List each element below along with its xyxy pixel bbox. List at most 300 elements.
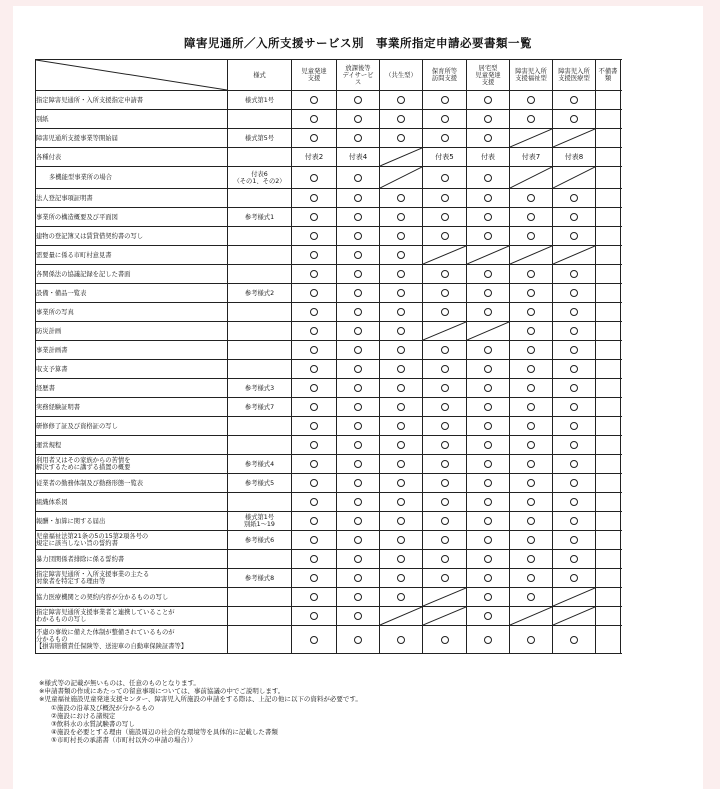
circle-icon (354, 636, 362, 644)
required-mark (337, 417, 380, 436)
table-row (36, 284, 621, 303)
header-service-6: 障害児入所 支援福祉型 (510, 60, 553, 91)
required-mark (292, 493, 337, 512)
required-mark (337, 626, 380, 654)
form-number: 様式第5号 (228, 129, 292, 148)
required-mark (467, 265, 510, 284)
required-mark (337, 284, 380, 303)
table-row (36, 626, 621, 654)
circle-icon (310, 270, 318, 278)
diagonal-line (467, 322, 509, 340)
circle-icon (354, 555, 362, 563)
documents-table (35, 59, 621, 654)
required-mark (510, 303, 553, 322)
circle-icon (570, 517, 578, 525)
diagonal-line (380, 148, 422, 166)
required-mark (380, 626, 423, 654)
circle-icon (441, 460, 449, 468)
required-mark (380, 474, 423, 493)
subnote-line: ④施設を必要とする理由（施設周辺の社会的な環境等を具体的に記載した書類 (51, 728, 278, 737)
circle-icon (484, 194, 492, 202)
circle-icon (570, 460, 578, 468)
missing-cell (596, 607, 621, 626)
required-mark (380, 341, 423, 360)
required-mark (423, 303, 467, 322)
circle-icon (570, 232, 578, 240)
required-mark (553, 379, 596, 398)
required-mark (292, 265, 337, 284)
required-mark (553, 284, 596, 303)
circle-icon (441, 384, 449, 392)
circle-icon (310, 384, 318, 392)
required-mark (467, 493, 510, 512)
required-mark (292, 455, 337, 474)
circle-icon (354, 327, 362, 335)
not-applicable-cell (553, 588, 596, 607)
circle-icon (527, 422, 535, 430)
not-applicable-cell (423, 607, 467, 626)
required-mark (337, 474, 380, 493)
document-name: 指定障害児通所・入所支援指定申請書 (36, 91, 228, 110)
document-name: 児童福祉法第21条の5の15第2項各号の 規定に該当しない旨の誓約書 (36, 531, 228, 550)
table-row (36, 227, 621, 246)
missing-cell (596, 265, 621, 284)
form-number (228, 303, 292, 322)
required-mark (510, 265, 553, 284)
circle-icon (527, 403, 535, 411)
circle-icon (441, 308, 449, 316)
header-row (36, 60, 621, 91)
required-mark (510, 91, 553, 110)
document-name: 利用者又はその家族からの苦情を 解決するために講ずる措置の概要 (36, 455, 228, 474)
circle-icon (354, 403, 362, 411)
required-mark (467, 626, 510, 654)
attachment-label: 付表2 (292, 148, 337, 167)
not-applicable-cell (380, 167, 423, 189)
document-name: 暴力団関係者排除に係る誓約書 (36, 550, 228, 569)
form-number (228, 493, 292, 512)
required-mark (337, 588, 380, 607)
required-mark (292, 91, 337, 110)
diagonal-line (553, 246, 595, 264)
required-mark (337, 91, 380, 110)
circle-icon (397, 270, 405, 278)
table-row (36, 189, 621, 208)
circle-icon (484, 384, 492, 392)
circle-icon (354, 384, 362, 392)
circle-icon (570, 346, 578, 354)
circle-icon (397, 479, 405, 487)
not-applicable-cell (553, 607, 596, 626)
circle-icon (310, 422, 318, 430)
circle-icon (484, 612, 492, 620)
circle-icon (570, 115, 578, 123)
missing-cell (596, 110, 621, 129)
required-mark (337, 265, 380, 284)
circle-icon (310, 213, 318, 221)
required-mark (467, 398, 510, 417)
circle-icon (441, 270, 449, 278)
circle-icon (310, 498, 318, 506)
circle-icon (527, 115, 535, 123)
circle-icon (484, 517, 492, 525)
required-mark (292, 360, 337, 379)
required-mark (337, 167, 380, 189)
required-mark (510, 588, 553, 607)
not-applicable-cell (380, 148, 423, 167)
required-mark (467, 341, 510, 360)
circle-icon (441, 636, 449, 644)
missing-cell (596, 322, 621, 341)
circle-icon (397, 327, 405, 335)
required-mark (510, 189, 553, 208)
required-mark (553, 303, 596, 322)
attachment-label: 付表 (467, 148, 510, 167)
not-applicable-cell (467, 322, 510, 341)
required-mark (467, 607, 510, 626)
circle-icon (354, 134, 362, 142)
circle-icon (527, 574, 535, 582)
missing-cell (596, 303, 621, 322)
table-row (36, 531, 621, 550)
circle-icon (397, 365, 405, 373)
circle-icon (310, 365, 318, 373)
table-row (36, 550, 621, 569)
header-service-3: （共生型） (380, 60, 423, 91)
document-name: 各種付表 (36, 148, 228, 167)
circle-icon (310, 441, 318, 449)
table-row (36, 303, 621, 322)
required-mark (380, 436, 423, 455)
form-number: 参考様式8 (228, 569, 292, 588)
table-row (36, 265, 621, 284)
circle-icon (570, 422, 578, 430)
required-mark (380, 398, 423, 417)
required-mark (553, 110, 596, 129)
circle-icon (527, 308, 535, 316)
circle-icon (527, 96, 535, 104)
document-name: 指定障害児通所・入所支援事業の主たる 対象者を特定する理由等 (36, 569, 228, 588)
document-name: 事業所の写真 (36, 303, 228, 322)
form-number: 参考様式7 (228, 398, 292, 417)
required-mark (292, 284, 337, 303)
required-mark (423, 208, 467, 227)
form-number (228, 227, 292, 246)
required-mark (292, 607, 337, 626)
required-mark (510, 284, 553, 303)
circle-icon (397, 96, 405, 104)
required-mark (380, 91, 423, 110)
table-row (36, 493, 621, 512)
circle-icon (570, 403, 578, 411)
circle-icon (527, 194, 535, 202)
circle-icon (527, 498, 535, 506)
circle-icon (484, 555, 492, 563)
required-mark (292, 512, 337, 531)
document-name: 報酬・加算に関する届出 (36, 512, 228, 531)
form-number: 様式第1号 別紙1～19 (228, 512, 292, 531)
circle-icon (441, 498, 449, 506)
circle-icon (397, 422, 405, 430)
required-mark (467, 208, 510, 227)
circle-icon (484, 346, 492, 354)
form-number: 参考様式2 (228, 284, 292, 303)
table-row (36, 417, 621, 436)
table-row (36, 167, 621, 189)
circle-icon (397, 517, 405, 525)
circle-icon (397, 115, 405, 123)
required-mark (510, 379, 553, 398)
header-diagonal-cell (36, 60, 228, 91)
circle-icon (310, 403, 318, 411)
required-mark (553, 417, 596, 436)
required-mark (510, 512, 553, 531)
required-mark (423, 110, 467, 129)
required-mark (292, 626, 337, 654)
required-mark (467, 284, 510, 303)
document-name: 多機能型事業所の場合 (36, 167, 228, 189)
table-row (36, 148, 621, 167)
circle-icon (310, 612, 318, 620)
diagonal-line (467, 246, 509, 264)
circle-icon (570, 384, 578, 392)
table-row (36, 110, 621, 129)
circle-icon (441, 174, 449, 182)
required-mark (380, 379, 423, 398)
form-number: 参考様式3 (228, 379, 292, 398)
required-mark (423, 436, 467, 455)
circle-icon (397, 308, 405, 316)
diagonal-line (510, 607, 552, 625)
table-body (36, 91, 621, 654)
required-mark (423, 626, 467, 654)
required-mark (337, 436, 380, 455)
circle-icon (484, 593, 492, 601)
required-mark (467, 474, 510, 493)
required-mark (467, 91, 510, 110)
required-mark (553, 493, 596, 512)
required-mark (380, 265, 423, 284)
table-row (36, 91, 621, 110)
header-missing: 不備書類 (596, 60, 621, 91)
required-mark (423, 227, 467, 246)
form-number: 参考様式5 (228, 474, 292, 493)
required-mark (510, 398, 553, 417)
circle-icon (441, 346, 449, 354)
required-mark (553, 91, 596, 110)
required-mark (423, 512, 467, 531)
attachment-label: 付表5 (423, 148, 467, 167)
missing-cell (596, 569, 621, 588)
document-name: 事業計画書 (36, 341, 228, 360)
missing-cell (596, 493, 621, 512)
circle-icon (354, 346, 362, 354)
required-mark (553, 550, 596, 569)
circle-icon (527, 384, 535, 392)
missing-cell (596, 417, 621, 436)
circle-icon (484, 174, 492, 182)
required-mark (337, 341, 380, 360)
required-mark (467, 588, 510, 607)
required-mark (380, 417, 423, 436)
circle-icon (441, 232, 449, 240)
document-name: 事業所の構造概要及び平面図 (36, 208, 228, 227)
circle-icon (484, 441, 492, 449)
required-mark (467, 569, 510, 588)
diagonal-line (380, 607, 422, 625)
required-mark (292, 531, 337, 550)
required-mark (553, 189, 596, 208)
circle-icon (310, 574, 318, 582)
required-mark (337, 110, 380, 129)
required-mark (553, 531, 596, 550)
required-mark (380, 493, 423, 512)
required-mark (553, 512, 596, 531)
required-mark (423, 129, 467, 148)
circle-icon (354, 479, 362, 487)
circle-icon (354, 422, 362, 430)
required-mark (337, 322, 380, 341)
form-number (228, 341, 292, 360)
required-mark (337, 303, 380, 322)
circle-icon (570, 289, 578, 297)
required-mark (380, 110, 423, 129)
circle-icon (310, 636, 318, 644)
circle-icon (310, 536, 318, 544)
required-mark (292, 110, 337, 129)
required-mark (337, 569, 380, 588)
required-mark (510, 531, 553, 550)
diagonal-line (36, 60, 227, 90)
circle-icon (527, 270, 535, 278)
circle-icon (354, 232, 362, 240)
note-line: ※様式等の記載が無いものは、任意のものとなります。 (39, 679, 200, 687)
document-name: 不慮の事故に備えた体制が整備されているものが 分かるもの 【損害賠償責任保険等、送迎車の自動車保険証書等】 (36, 626, 228, 654)
circle-icon (570, 308, 578, 316)
required-mark (553, 436, 596, 455)
form-number (228, 626, 292, 654)
attachment-label: 付表7 (510, 148, 553, 167)
form-number: 参考様式6 (228, 531, 292, 550)
not-applicable-cell (553, 167, 596, 189)
circle-icon (310, 555, 318, 563)
not-applicable-cell (467, 246, 510, 265)
required-mark (510, 455, 553, 474)
required-mark (553, 265, 596, 284)
missing-cell (596, 246, 621, 265)
missing-cell (596, 91, 621, 110)
circle-icon (397, 289, 405, 297)
form-number (228, 550, 292, 569)
required-mark (553, 341, 596, 360)
circle-icon (484, 498, 492, 506)
not-applicable-cell (510, 167, 553, 189)
circle-icon (570, 555, 578, 563)
circle-icon (570, 574, 578, 582)
circle-icon (397, 636, 405, 644)
document-name: 実務経験証明書 (36, 398, 228, 417)
circle-icon (441, 536, 449, 544)
document-name: 設備・備品一覧表 (36, 284, 228, 303)
required-mark (292, 322, 337, 341)
circle-icon (354, 251, 362, 259)
required-mark (292, 550, 337, 569)
required-mark (337, 531, 380, 550)
circle-icon (484, 289, 492, 297)
circle-icon (484, 536, 492, 544)
circle-icon (441, 96, 449, 104)
required-mark (380, 550, 423, 569)
table-row (36, 208, 621, 227)
missing-cell (596, 208, 621, 227)
required-mark (292, 417, 337, 436)
required-mark (467, 227, 510, 246)
missing-cell (596, 531, 621, 550)
form-number: 参考様式1 (228, 208, 292, 227)
required-mark (423, 398, 467, 417)
circle-icon (354, 593, 362, 601)
subnote-line: ①施設の沿革及び概況が分かるもの (51, 703, 155, 712)
required-mark (553, 227, 596, 246)
circle-icon (397, 574, 405, 582)
required-mark (553, 455, 596, 474)
required-mark (292, 208, 337, 227)
missing-cell (596, 455, 621, 474)
circle-icon (484, 232, 492, 240)
required-mark (292, 189, 337, 208)
circle-icon (570, 441, 578, 449)
circle-icon (441, 365, 449, 373)
circle-icon (441, 422, 449, 430)
circle-icon (397, 555, 405, 563)
circle-icon (354, 441, 362, 449)
required-mark (292, 167, 337, 189)
required-mark (510, 110, 553, 129)
required-mark (380, 569, 423, 588)
required-mark (510, 322, 553, 341)
form-number (228, 189, 292, 208)
required-mark (510, 474, 553, 493)
missing-cell (596, 341, 621, 360)
document-name: 防災計画 (36, 322, 228, 341)
required-mark (292, 588, 337, 607)
form-number: 参考様式4 (228, 455, 292, 474)
circle-icon (441, 115, 449, 123)
not-applicable-cell (423, 246, 467, 265)
diagonal-line (553, 588, 595, 606)
document-name: 協力医療機関との契約内容が分かるものの写し (36, 588, 228, 607)
circle-icon (441, 134, 449, 142)
subnote-line: ③飲料水の水質試験書の写し (51, 720, 135, 729)
header-service-7: 障害児入所 支援医療型 (553, 60, 596, 91)
missing-cell (596, 512, 621, 531)
required-mark (380, 129, 423, 148)
missing-cell (596, 129, 621, 148)
header-service-4: 保育所等 訪問支援 (423, 60, 467, 91)
required-mark (510, 493, 553, 512)
required-mark (510, 417, 553, 436)
circle-icon (354, 574, 362, 582)
required-mark (337, 455, 380, 474)
circle-icon (397, 460, 405, 468)
missing-cell (596, 360, 621, 379)
required-mark (423, 341, 467, 360)
not-applicable-cell (553, 246, 596, 265)
required-mark (380, 512, 423, 531)
diagonal-line (423, 588, 466, 606)
circle-icon (527, 327, 535, 335)
not-applicable-cell (510, 607, 553, 626)
